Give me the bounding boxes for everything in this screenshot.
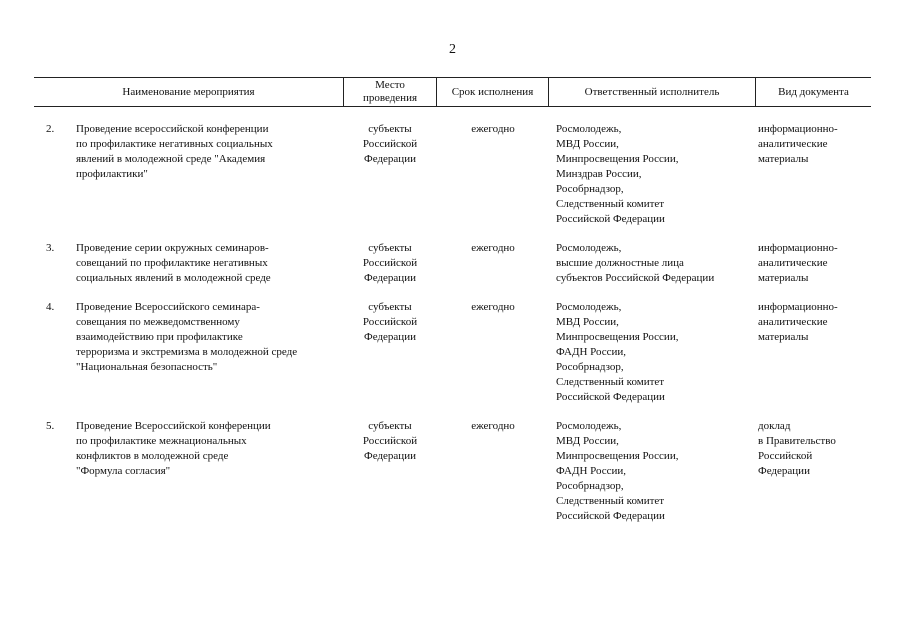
event-doc-type: информационно- аналитические материалы [758, 123, 838, 165]
header-responsible: Ответственный исполнитель [584, 85, 720, 98]
row-number: 2. [46, 123, 55, 135]
event-responsible: Росмолодежь, МВД России, Минпросвещения России, ФАДН России, Рособрнадзор, Следственный комитет Российской Федерации [556, 420, 679, 522]
event-title: Проведение Всероссийского семинара- совещания по межведомственному взаимодействию при профилактике терроризма и экстремизма в молодежной среде "Национальная безопасность" [76, 301, 298, 373]
header-bottom-rule [34, 106, 871, 107]
event-responsible: Росмолодежь, МВД России, Минпросвещения России, ФАДН России, Рособрнадзор, Следственный комитет Российской Федерации [556, 301, 679, 403]
header-title: Наименование мероприятия [122, 85, 255, 98]
event-place: субъекты Российской Федерации [362, 242, 418, 284]
header-term: Срок исполнения [451, 85, 534, 98]
event-place: субъекты Российской Федерации [362, 420, 418, 462]
event-doc-type: информационно- аналитические материалы [758, 301, 838, 343]
header-place: Место проведения [362, 79, 418, 104]
event-place: субъекты Российской Федерации [362, 123, 418, 165]
event-term: ежегодно [471, 301, 515, 313]
event-term: ежегодно [471, 123, 515, 135]
event-term: ежегодно [471, 242, 515, 254]
row-number: 5. [46, 420, 55, 432]
header-doc-type: Вид документа [778, 85, 849, 98]
page-number: 2 [449, 42, 456, 57]
event-responsible: Росмолодежь, высшие должностные лица субъектов Российской Федерации [556, 242, 715, 284]
event-place: субъекты Российской Федерации [362, 301, 418, 343]
event-doc-type: информационно- аналитические материалы [758, 242, 838, 284]
event-title: Проведение серии окружных семинаров- совещаний по профилактике негативных социальных явлений в молодежной среде [76, 242, 271, 284]
event-doc-type: доклад в Правительство Российской Федерации [758, 420, 836, 477]
event-term: ежегодно [471, 420, 515, 432]
row-number: 3. [46, 242, 55, 254]
event-title: Проведение Всероссийской конференции по профилактике межнациональных конфликтов в молодежной среде "Формула согласия" [76, 420, 271, 477]
event-title: Проведение всероссийской конференции по профилактике негативных социальных явлений в молодежной среде "Академия профилактики" [76, 123, 273, 180]
event-responsible: Росмолодежь, МВД России, Минпросвещения России, Минздрав России, Рособрнадзор, Следственный комитет Российской Федерации [556, 123, 679, 225]
row-number: 4. [46, 301, 55, 313]
